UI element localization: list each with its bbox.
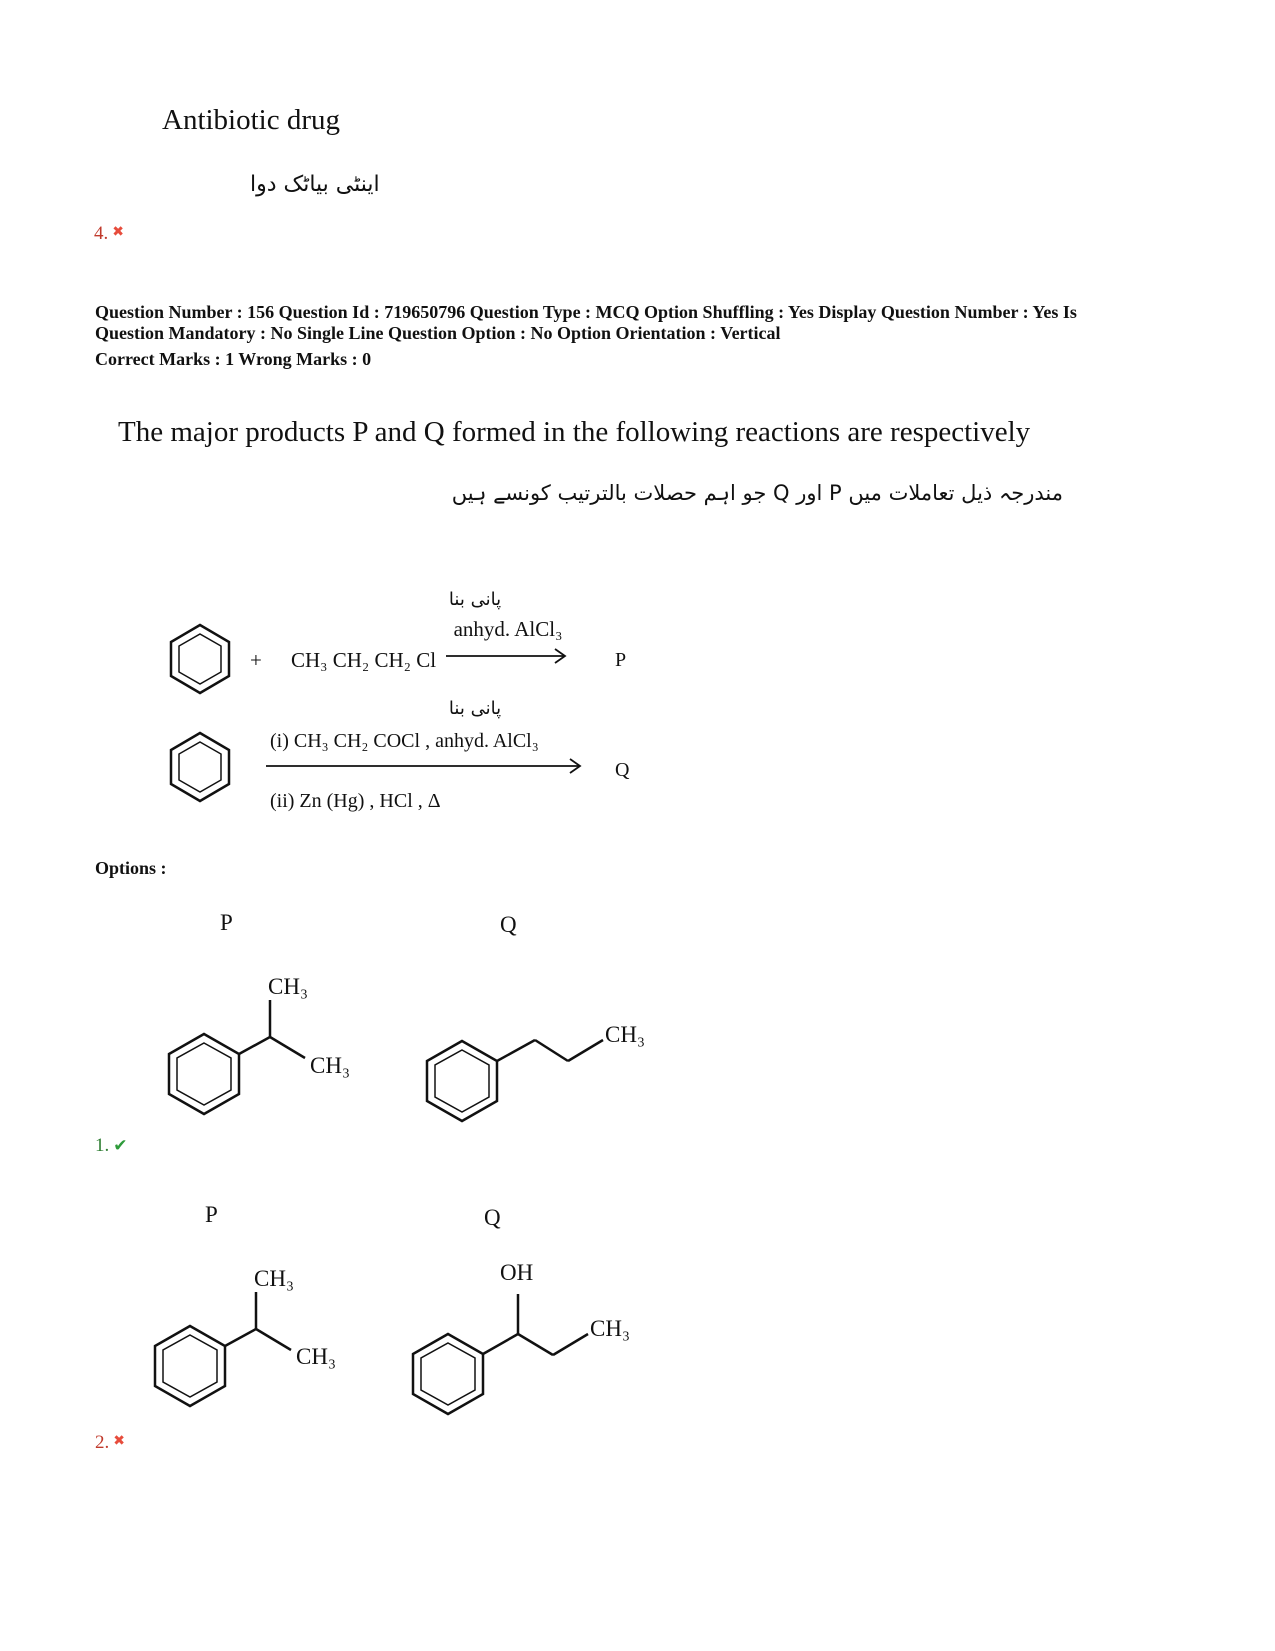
- option2-q-structure: [413, 1294, 588, 1414]
- check-icon: ✔: [113, 1136, 128, 1156]
- option1-q-label: Q: [500, 912, 517, 937]
- option-number: 2.: [95, 1432, 110, 1453]
- benzene-ring-reaction2: [171, 733, 229, 801]
- question-meta-line2: Question Mandatory : No Single Line Question Option : No Option Orientation : Vertical: [95, 323, 781, 343]
- question-meta-line1: Question Number : 156 Question Id : 719650796 Question Type : MCQ Option Shuffling : Yes Display Question Number : Yes Is: [95, 302, 1077, 322]
- option2-p-group2: CH₃: [296, 1344, 336, 1369]
- reaction1-catalyst-urdu: پانی بنا: [448, 589, 502, 610]
- option2-q-group2: CH₃: [590, 1316, 630, 1341]
- option-number: 1.: [95, 1135, 110, 1156]
- reaction2-catalyst-urdu: پانی بنا: [448, 698, 502, 719]
- previous-option-text-urdu: اینٹی بیاٹک دوا: [250, 172, 380, 197]
- option2-q-label: Q: [484, 1205, 501, 1230]
- cross-icon: ✖: [113, 1433, 125, 1449]
- reaction1-reagent: CH₃ CH₂ CH₂ Cl: [291, 648, 437, 672]
- benzene-ring-reaction1: [171, 625, 229, 693]
- question-text: The major products P and Q formed in the following reactions are respectively: [118, 416, 1031, 448]
- option1-p-group1: CH₃: [268, 974, 308, 999]
- question-marks: Correct Marks : 1 Wrong Marks : 0: [95, 349, 372, 369]
- option-2-number: [95, 1432, 125, 1454]
- option1-q-structure: [427, 1040, 603, 1121]
- cross-icon: ✖: [112, 224, 124, 240]
- reaction1-catalyst: anhyd. AlCl₃: [453, 617, 563, 641]
- reaction2-arrow: [266, 759, 580, 773]
- reaction1-product: P: [615, 649, 627, 671]
- option1-q-group1: CH₃: [605, 1022, 645, 1047]
- option-1-number: [95, 1135, 128, 1157]
- reaction2-product: Q: [615, 759, 630, 781]
- reaction1-plus: +: [250, 648, 262, 672]
- option1-p-label: P: [220, 910, 233, 935]
- reaction2-step1: (i) CH₃ CH₂ COCl , anhyd. AlCl₃: [270, 730, 539, 752]
- option1-p-group2: CH₃: [310, 1053, 350, 1078]
- option2-p-group1: CH₃: [254, 1266, 294, 1291]
- previous-option-text: Antibiotic drug: [162, 104, 341, 136]
- option1-p-structure: [169, 1000, 305, 1114]
- option2-p-structure: [155, 1292, 291, 1406]
- option2-p-label: P: [205, 1202, 218, 1227]
- options-label: Options :: [95, 858, 167, 878]
- option2-q-group1: OH: [500, 1260, 534, 1285]
- reaction1-arrow: [446, 649, 565, 663]
- question-text-urdu: مندرجہ ذیل تعاملات میں P اور Q جو اہم حصلات بالترتیب کونسے ہیں: [451, 481, 1063, 505]
- reaction2-step2: (ii) Zn (Hg) , HCl , Δ: [270, 790, 441, 812]
- option-number: 4.: [94, 223, 109, 244]
